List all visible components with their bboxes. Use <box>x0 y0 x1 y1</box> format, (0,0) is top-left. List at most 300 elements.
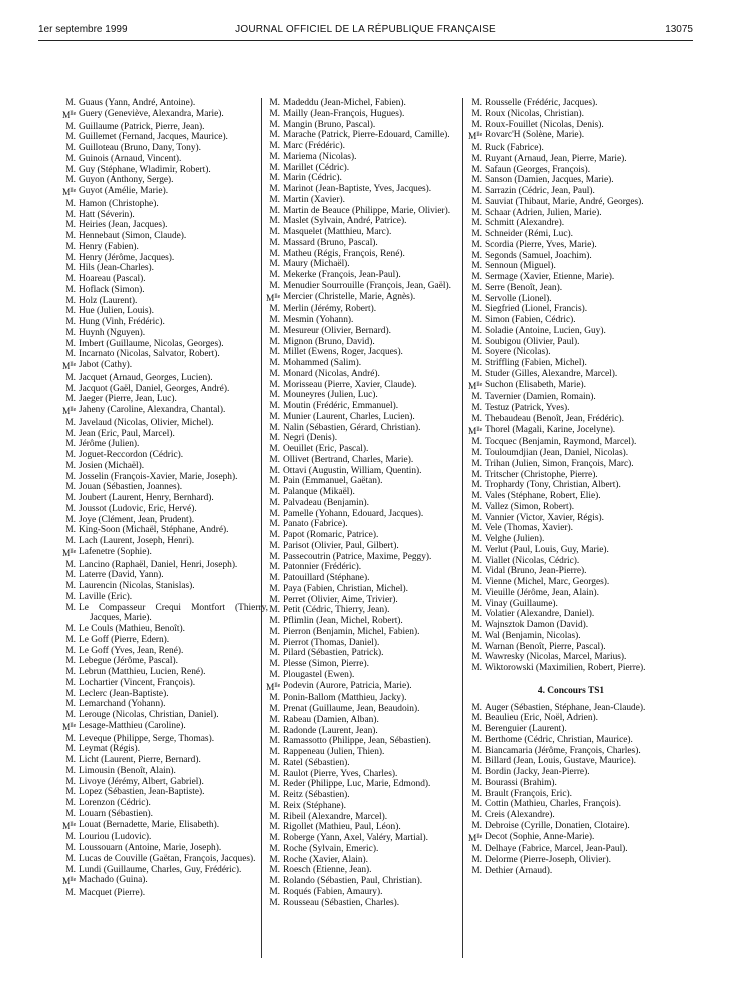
candidate-name: Suchon (Elisabeth, Marie). <box>485 379 587 390</box>
civility-title: M. <box>269 184 280 194</box>
list-item <box>62 472 268 483</box>
list-item <box>468 218 674 229</box>
candidate-name: Mouneyres (Julien, Luc). <box>283 390 378 401</box>
list-item <box>468 448 674 459</box>
civility-title: M. <box>269 119 280 130</box>
list-item <box>62 220 268 231</box>
civility-title: M. <box>471 577 482 587</box>
candidate-name: Viallet (Nicolas, Cédric). <box>485 555 580 566</box>
civility-title: $M^{lle}$ <box>266 682 281 693</box>
list-item <box>468 186 674 197</box>
candidate-name: Laurencin (Nicolas, Stanislas). <box>79 581 195 591</box>
list-item <box>468 240 674 251</box>
candidate-name: Sauviat (Thibaut, Marie, André, Georges). <box>485 196 644 207</box>
civility-title: M. <box>269 487 280 497</box>
list-item <box>266 380 472 391</box>
candidate-name: Ponin-Ballom (Matthieu, Jacky). <box>283 693 407 704</box>
list-item <box>62 450 268 461</box>
civility-title: M. <box>471 119 482 130</box>
civility-title: M. <box>65 787 76 798</box>
civility-title: M. <box>471 437 482 448</box>
civility-title: M. <box>269 465 280 476</box>
list-item <box>266 801 472 812</box>
candidate-name: Mariema (Nicolas). <box>283 151 357 162</box>
civility-title: M. <box>471 534 482 544</box>
candidate-name: Lebegue (Jérôme, Pascal). <box>79 656 178 667</box>
civility-title: M. <box>269 843 280 854</box>
civility-title: M. <box>65 602 76 613</box>
civility-title: M. <box>65 559 76 570</box>
list-item <box>62 306 268 317</box>
candidate-name: Trihan (Julien, Simon, François, Marc). <box>485 458 634 469</box>
list-item <box>468 652 674 663</box>
candidate-name: Hoflack (Simon). <box>79 284 145 295</box>
civility-title: M. <box>269 141 280 151</box>
civility-title: M. <box>471 358 482 368</box>
list-item <box>266 216 472 227</box>
civility-title: M. <box>65 832 76 843</box>
candidate-name: Licht (Laurent, Pierre, Bernard). <box>79 755 201 765</box>
list-item <box>468 735 674 746</box>
list-item <box>62 210 268 221</box>
list-item <box>468 130 674 143</box>
civility-title: M. <box>269 648 280 659</box>
civility-title: M. <box>471 663 482 673</box>
list-item <box>266 726 472 737</box>
list-item <box>266 530 472 541</box>
civility-title: M. <box>269 768 280 779</box>
candidate-name: Roberge (Yann, Axel, Valéry, Martial). <box>283 833 428 843</box>
candidate-name: Lorenzon (Cédric). <box>79 798 151 808</box>
candidate-name: Patouillard (Stéphane). <box>283 573 370 583</box>
civility-title: M. <box>269 573 280 583</box>
candidate-name: Decot (Sophie, Anne-Marie). <box>485 831 595 842</box>
list-item <box>266 498 472 509</box>
column-1 <box>62 98 268 899</box>
list-item <box>62 689 268 700</box>
list-item <box>468 272 674 283</box>
list-item <box>468 165 674 176</box>
civility-title: M. <box>65 677 76 688</box>
candidate-name: Bourassi (Brahim). <box>485 777 557 788</box>
civility-title: M. <box>471 448 482 458</box>
civility-title: $M^{lle}$ <box>62 548 77 559</box>
candidate-name: Brault (François, Eric). <box>485 788 572 799</box>
civility-title: M. <box>269 347 280 358</box>
list-item <box>468 855 674 866</box>
civility-title: M. <box>269 714 280 725</box>
civility-title: M. <box>471 98 482 108</box>
list-item <box>266 584 472 595</box>
candidate-name: Lerouge (Nicolas, Christian, Daniel). <box>79 710 219 720</box>
candidate-name: Mekerke (François, Jean-Paul). <box>283 270 401 280</box>
civility-title: M. <box>471 250 482 261</box>
candidate-name: Lucas de Couville (Gaëtan, François, Jacques). <box>79 853 256 864</box>
candidate-name: Guaus (Yann, André, Antoine). <box>79 98 196 108</box>
civility-title: M. <box>471 844 482 855</box>
list-item <box>266 152 472 163</box>
civility-title: $M^{lle}$ <box>468 132 483 143</box>
civility-title: M. <box>269 194 280 205</box>
civility-title: M. <box>269 379 280 390</box>
list-item <box>266 476 472 487</box>
civility-title: $M^{lle}$ <box>266 293 281 304</box>
civility-title: M. <box>471 347 482 358</box>
civility-title: M. <box>471 713 482 724</box>
list-item <box>468 326 674 337</box>
list-item <box>468 631 674 642</box>
list-item <box>468 556 674 567</box>
civility-title: M. <box>471 368 482 379</box>
candidate-name: Masquelet (Matthieu, Marc). <box>283 227 392 237</box>
list-item <box>266 693 472 704</box>
candidate-name: Le Couls (Mathieu, Benoît). <box>79 624 185 634</box>
list-item <box>468 347 674 358</box>
list-item <box>266 390 472 401</box>
civility-title: M. <box>471 587 482 598</box>
candidate-name: Holz (Laurent). <box>79 295 138 306</box>
candidate-name: Wawresky (Nicolas, Marcel, Marius). <box>485 652 627 663</box>
civility-title: M. <box>269 757 280 768</box>
civility-title: M. <box>471 108 482 119</box>
candidate-name: Roqués (Fabien, Amaury). <box>283 886 383 897</box>
civility-title: M. <box>65 175 76 186</box>
candidate-name: Guyon (Anthony, Serge). <box>79 175 174 186</box>
candidate-name: Verlut (Paul, Louis, Guy, Marie). <box>485 544 609 555</box>
list-item <box>62 525 268 536</box>
candidate-name: Mailly (Jean-François, Hugues). <box>283 108 405 119</box>
candidate-name: Guilloteau (Bruno, Dany, Tony). <box>79 143 201 153</box>
civility-title: M. <box>65 209 76 220</box>
candidate-name: Jaeger (Pierre, Jean, Luc). <box>79 394 177 405</box>
candidate-name: Patonnier (Frédéric). <box>283 562 362 573</box>
candidate-name: Rousselle (Frédéric, Jacques). <box>485 98 598 108</box>
candidate-name: Wajnsztok Damon (David). <box>485 620 589 630</box>
civility-title: M. <box>65 132 76 143</box>
list-item <box>468 369 674 380</box>
list-item <box>62 656 268 667</box>
candidate-name: Limousin (Benoît, Alain). <box>79 765 176 776</box>
civility-title: M. <box>65 853 76 864</box>
civility-title: M. <box>269 270 280 280</box>
list-item <box>266 206 472 217</box>
civility-title: M. <box>471 196 482 207</box>
civility-title: M. <box>269 886 280 897</box>
civility-title: M. <box>269 779 280 790</box>
list-item <box>62 199 268 210</box>
civility-title: M. <box>269 237 280 248</box>
candidate-name: Nalin (Sébastien, Gérard, Christian). <box>283 422 421 433</box>
list-item <box>62 394 268 405</box>
candidate-name: Joubert (Laurent, Henry, Bernhard). <box>79 493 214 503</box>
candidate-name: Lemarchand (Yohann). <box>79 699 166 710</box>
civility-title: M. <box>269 454 280 465</box>
list-item <box>62 547 268 560</box>
list-item <box>266 412 472 423</box>
civility-title: M. <box>269 368 280 379</box>
civility-title: M. <box>269 616 280 626</box>
civility-title: M. <box>471 143 482 153</box>
candidate-name: Cottin (Mathieu, Charles, François). <box>485 799 621 810</box>
candidate-name: Palanque (Mikaël). <box>283 487 355 497</box>
list-item <box>266 898 472 909</box>
list-item <box>468 810 674 821</box>
candidate-name: Vinay (Guillaume). <box>485 598 558 609</box>
list-item <box>62 504 268 515</box>
list-item <box>266 876 472 887</box>
candidate-name: Hoareau (Pascal). <box>79 274 146 284</box>
list-item <box>62 439 268 450</box>
civility-title: M. <box>269 704 280 714</box>
list-item <box>62 98 268 109</box>
civility-title: M. <box>65 164 76 175</box>
candidate-name: Delhaye (Fabrice, Marcel, Jean-Paul). <box>485 844 628 855</box>
list-item <box>266 638 472 649</box>
civility-title: M. <box>471 609 482 620</box>
list-item <box>62 721 268 734</box>
candidate-name: Guillaume (Patrick, Pierre, Jean). <box>79 121 205 132</box>
list-item <box>266 487 472 498</box>
civility-title: M. <box>65 710 76 720</box>
list-item <box>62 646 268 657</box>
list-item <box>62 109 268 122</box>
civility-title: M. <box>471 810 482 820</box>
civility-title: M. <box>471 865 482 876</box>
civility-title: M. <box>269 259 280 270</box>
civility-title: M. <box>269 497 280 508</box>
candidate-name: Millet (Ewens, Roger, Jacques). <box>283 347 403 358</box>
list-item <box>468 767 674 778</box>
list-item <box>266 227 472 238</box>
candidate-name: Vales (Stéphane, Robert, Elie). <box>485 491 601 501</box>
civility-title: M. <box>65 514 76 525</box>
civility-title: M. <box>471 392 482 403</box>
candidate-name: Joussot (Ludovic, Eric, Hervé). <box>79 503 197 514</box>
candidate-name: Guyot (Amélie, Marie). <box>79 186 169 196</box>
list-item <box>62 536 268 547</box>
civility-title: M. <box>471 186 482 196</box>
civility-title: M. <box>269 248 280 259</box>
civility-title: M. <box>65 755 76 765</box>
list-item <box>468 175 674 186</box>
list-item <box>266 769 472 780</box>
list-item <box>266 659 472 670</box>
candidate-name: Striffling (Fabien, Michel). <box>485 358 587 368</box>
civility-title: M. <box>269 358 280 368</box>
civility-title: M. <box>471 555 482 566</box>
candidate-name: Siegfried (Lionel, Francis). <box>485 304 588 315</box>
civility-title: M. <box>65 493 76 503</box>
candidate-name: Henry (Fabien). <box>79 241 139 252</box>
list-item <box>468 358 674 369</box>
list-item <box>266 670 472 681</box>
civility-title: M. <box>269 162 280 173</box>
civility-title: M. <box>269 540 280 551</box>
civility-title: M. <box>65 327 76 338</box>
list-item <box>62 285 268 296</box>
candidate-name: Loussouarn (Antoine, Marie, Joseph). <box>79 843 222 853</box>
candidate-name: Ribeil (Alexandre, Marcel). <box>283 811 388 822</box>
list-item <box>266 163 472 174</box>
civility-title: $M^{lle}$ <box>468 381 483 392</box>
candidate-name: Testuz (Patrick, Yves). <box>485 403 570 413</box>
candidate-name: Radonde (Laurent, Jean). <box>283 725 378 736</box>
list-item <box>266 326 472 337</box>
list-item <box>468 789 674 800</box>
civility-title: M. <box>65 231 76 241</box>
candidate-name: Lebrun (Matthieu, Lucien, René). <box>79 667 206 677</box>
candidate-name: Heiries (Jean, Jacques). <box>79 220 168 231</box>
civility-title: M. <box>269 822 280 833</box>
civility-title: M. <box>269 637 280 648</box>
candidate-name: Guery (Geneviève, Alexandra, Marie). <box>79 108 224 119</box>
candidate-name: Javelaud (Nicolas, Olivier, Michel). <box>79 417 214 428</box>
list-item <box>468 724 674 735</box>
list-item <box>266 595 472 606</box>
list-item <box>468 642 674 653</box>
list-item <box>266 358 472 369</box>
list-item <box>468 491 674 502</box>
civility-title: M. <box>471 175 482 186</box>
list-item <box>62 165 268 176</box>
civility-title: M. <box>65 624 76 634</box>
list-item <box>266 627 472 638</box>
list-item <box>266 887 472 898</box>
list-item <box>62 678 268 689</box>
civility-title: M. <box>65 460 76 471</box>
list-item <box>62 154 268 165</box>
civility-title: M. <box>65 372 76 383</box>
list-item <box>468 609 674 620</box>
civility-title: M. <box>269 747 280 757</box>
list-item <box>266 270 472 281</box>
candidate-name: Lochartier (Vincent, François). <box>79 677 196 688</box>
section-heading: 4. Concours TS1 <box>537 685 605 696</box>
civility-title: M. <box>269 304 280 315</box>
civility-title: M. <box>471 458 482 469</box>
list-item <box>468 821 674 832</box>
candidate-name: Roesch (Etienne, Jean). <box>283 865 372 876</box>
list-item <box>62 515 268 526</box>
civility-title: M. <box>471 403 482 413</box>
candidate-name: Ruck (Fabrice). <box>485 143 544 153</box>
list-item <box>62 875 268 888</box>
candidate-name: Palvadeau (Benjamin). <box>283 497 369 508</box>
list-item <box>266 315 472 326</box>
candidate-name: Rovarc'H (Solène, Marie). <box>485 130 585 141</box>
candidate-name: Volatier (Alexandre, Daniel). <box>485 609 595 620</box>
candidate-name: Mercier (Christelle, Marie, Agnès). <box>283 291 416 302</box>
candidate-name: Le Goff (Pierre, Edern). <box>79 634 170 645</box>
civility-title: M. <box>269 811 280 822</box>
civility-title: M. <box>65 198 76 209</box>
civility-title: M. <box>65 688 76 699</box>
civility-title: M. <box>269 876 280 886</box>
candidate-name: Touloumdjian (Jean, Daniel, Nicolas). <box>485 448 629 458</box>
list-item <box>266 509 472 520</box>
page-header <box>38 24 693 38</box>
list-item <box>468 414 674 425</box>
list-item <box>266 369 472 380</box>
civility-title: M. <box>65 394 76 405</box>
list-item <box>266 337 472 348</box>
list-item <box>266 444 472 455</box>
civility-title: $M^{lle}$ <box>62 188 77 198</box>
candidate-name: Hamon (Christophe). <box>79 198 159 209</box>
civility-title: M. <box>471 304 482 315</box>
candidate-name: Plougastel (Ewen). <box>283 669 355 680</box>
list-item <box>62 843 268 854</box>
list-item <box>468 480 674 491</box>
civility-title: M. <box>65 295 76 306</box>
civility-title: M. <box>65 274 76 284</box>
list-item <box>468 283 674 294</box>
list-item <box>62 242 268 253</box>
candidate-name: Marache (Patrick, Pierre-Edouard, Camille). <box>283 130 450 141</box>
civility-title: M. <box>65 503 76 514</box>
list-item <box>62 122 268 133</box>
civility-title: M. <box>269 725 280 736</box>
candidate-name: Berenguier (Laurent). <box>485 724 567 734</box>
candidate-name: Velghe (Julien). <box>485 534 545 544</box>
list-item <box>468 620 674 631</box>
list-item <box>62 405 268 418</box>
civility-title: M. <box>471 724 482 734</box>
civility-title: M. <box>471 756 482 767</box>
civility-title: M. <box>471 272 482 282</box>
candidate-name: Reix (Stéphane). <box>283 800 347 811</box>
candidate-name: Roche (Xavier, Alain). <box>283 854 369 865</box>
candidate-name: Livoye (Jérémy, Albert, Gabriel). <box>79 776 204 787</box>
candidate-name: Josselin (François-Xavier, Marie, Joseph). <box>79 471 238 482</box>
list-item <box>62 132 268 143</box>
civility-title: M. <box>269 433 280 444</box>
list-item <box>62 865 268 876</box>
civility-title: M. <box>471 239 482 250</box>
candidate-name: Wiktorowski (Maximilien, Robert, Pierre). <box>485 663 646 673</box>
candidate-name: Matheu (Régis, François, René). <box>283 248 405 259</box>
civility-title: M. <box>471 523 482 534</box>
civility-title: $M^{lle}$ <box>62 110 77 121</box>
list-item <box>62 493 268 504</box>
candidate-name: Rabeau (Damien, Alban). <box>283 714 379 725</box>
candidate-name: Macquet (Pierre). <box>79 888 146 898</box>
list-item <box>266 616 472 627</box>
candidate-name: Auger (Sébastien, Stéphane, Jean-Claude). <box>485 702 646 713</box>
candidate-name: Massard (Bruno, Pascal). <box>283 237 378 248</box>
candidate-name: Jouan (Sébastien, Joannes). <box>79 482 183 493</box>
candidate-name: Le Compasseur Crequi Montfort (Thierry, Jacques, Marie). <box>79 602 268 624</box>
list-item <box>468 545 674 556</box>
candidate-name: Hatt (Séverin). <box>79 209 135 220</box>
list-item <box>266 423 472 434</box>
candidate-name: Reitz (Sébastien). <box>283 790 350 800</box>
list-item <box>266 433 472 444</box>
candidate-name: Ottavi (Augustin, William, Quentin). <box>283 465 422 476</box>
candidate-name: Jean (Eric, Paul, Marcel). <box>79 428 175 439</box>
civility-title: M. <box>471 413 482 424</box>
candidate-name: Thorel (Magali, Karine, Jocelyne). <box>485 424 616 435</box>
candidate-name: Henry (Jérôme, Jacques). <box>79 252 175 263</box>
candidate-name: Martin (Xavier). <box>283 194 345 205</box>
civility-title: M. <box>269 173 280 184</box>
civility-title: M. <box>471 652 482 663</box>
candidate-name: Dethier (Arnaud). <box>485 865 553 876</box>
list-item <box>62 667 268 678</box>
list-item <box>62 429 268 440</box>
candidate-name: Laville (Eric). <box>79 591 133 602</box>
civility-title: M. <box>471 566 482 577</box>
